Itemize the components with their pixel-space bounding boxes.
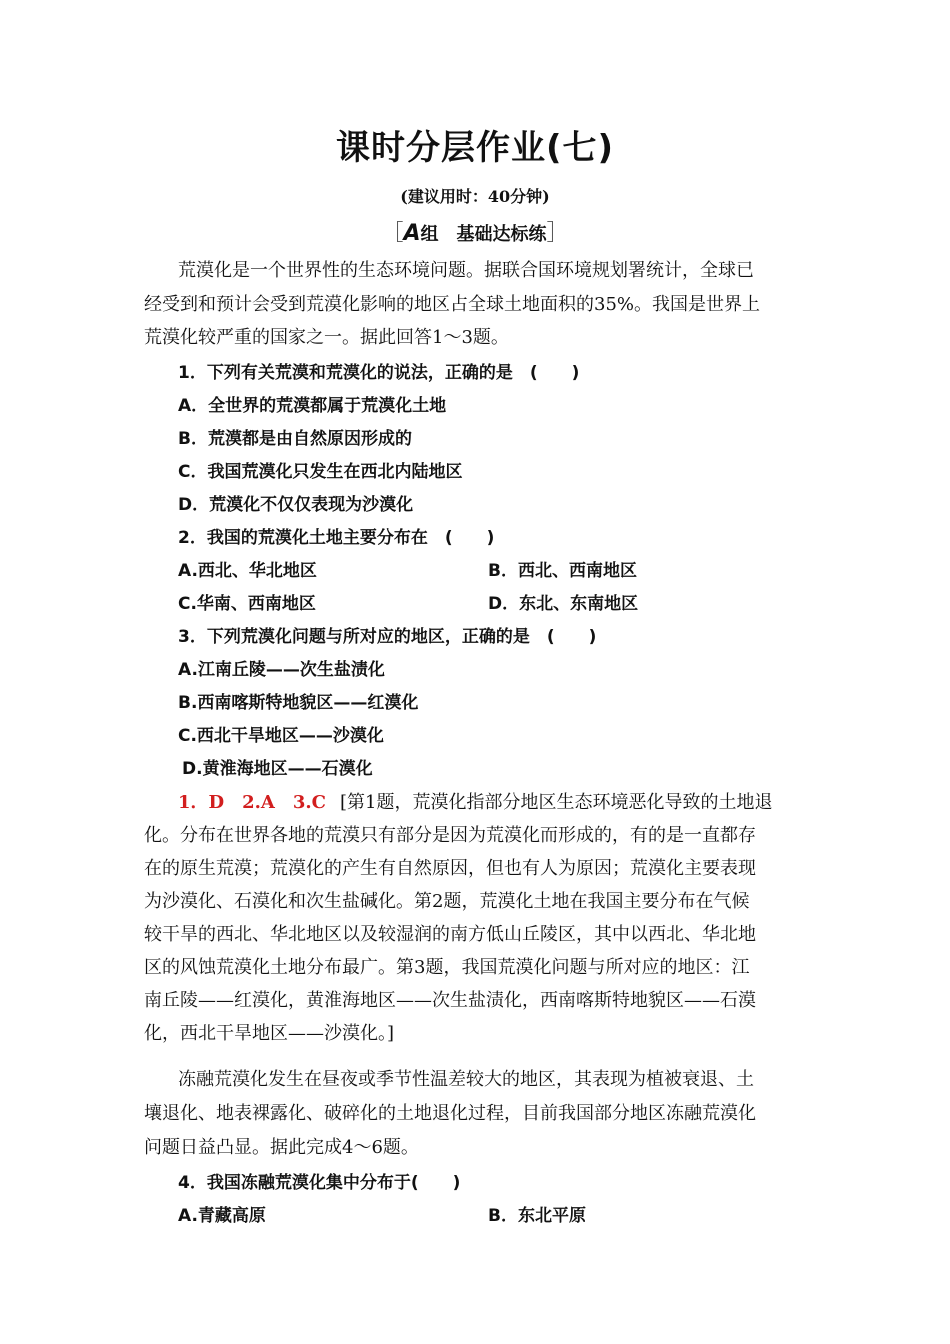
q2-option-b: B．西北、西南地区 bbox=[488, 561, 637, 581]
answer-line3: 在的原生荒漠；荒漠化的产生有自然原因，但也有人为原因；荒漠化主要表现 bbox=[144, 858, 756, 879]
q3-option-c: C.西北干旱地区——沙漠化 bbox=[178, 726, 384, 746]
answer-line7: 南丘陵——红漠化，黄淮海地区——次生盐渍化，西南喀斯特地貌区——石漠 bbox=[144, 990, 756, 1011]
group-label: 组 基础达标练 bbox=[420, 224, 547, 245]
answer-key: 1．D 2.A 3.C bbox=[178, 792, 327, 813]
passage2-line3: 问题日益凸显。据此完成4～6题。 bbox=[144, 1137, 419, 1158]
q4-option-b: B．东北平原 bbox=[488, 1206, 586, 1226]
answer-line8: 化，西北干旱地区——沙漠化。] bbox=[144, 1023, 395, 1044]
q3-option-d: D.黄淮海地区——石漠化 bbox=[182, 759, 373, 779]
group-bracket-right: ］ bbox=[546, 221, 569, 246]
group-bracket-left: ［ bbox=[381, 221, 404, 246]
passage1-line3: 荒漠化较严重的国家之一。据此回答1～3题。 bbox=[144, 327, 509, 348]
q1-option-a: A．全世界的荒漠都属于荒漠化土地 bbox=[178, 396, 447, 416]
q1-option-b: B．荒漠都是由自然原因形成的 bbox=[178, 429, 412, 449]
q2-option-d: D．东北、东南地区 bbox=[488, 594, 639, 614]
q2-option-c: C.华南、西南地区 bbox=[178, 594, 316, 614]
suggested-time: (建议用时：40分钟) bbox=[400, 187, 550, 206]
answer-line5: 较干旱的西北、华北地区以及较湿润的南方低山丘陵区，其中以西北、华北地 bbox=[144, 924, 756, 945]
q2-option-a: A.西北、华北地区 bbox=[178, 561, 317, 581]
q4-option-a: A.青藏高原 bbox=[178, 1206, 266, 1226]
passage1-line1: 荒漠化是一个世界性的生态环境问题。据联合国环境规划署统计，全球已 bbox=[178, 260, 754, 281]
answer-line6: 区的风蚀荒漠化土地分布最广。第3题，我国荒漠化问题与所对应的地区：江 bbox=[144, 957, 750, 978]
q3-stem: 3．下列荒漠化问题与所对应的地区，正确的是 ( ) bbox=[178, 627, 597, 647]
q4-stem: 4．我国冻融荒漠化集中分布于( ) bbox=[178, 1173, 461, 1193]
q1-option-c: C．我国荒漠化只发生在西北内陆地区 bbox=[178, 462, 463, 482]
answer-text-line1: [第1题，荒漠化指部分地区生态环境恶化导致的土地退 bbox=[340, 792, 773, 813]
answer-line2: 化。分布在世界各地的荒漠只有部分是因为荒漠化而形成的，有的是一直都存 bbox=[144, 825, 756, 846]
passage1-line2: 经受到和预计会受到荒漠化影响的地区占全球土地面积的35%。我国是世界上 bbox=[144, 294, 761, 315]
passage2-line2: 壤退化、地表裸露化、破碎化的土地退化过程，目前我国部分地区冻融荒漠化 bbox=[144, 1103, 756, 1124]
group-letter: A bbox=[403, 221, 421, 246]
q3-option-a: A.江南丘陵——次生盐渍化 bbox=[178, 660, 385, 680]
passage2-line1: 冻融荒漠化发生在昼夜或季节性温差较大的地区，其表现为植被衰退、土 bbox=[178, 1069, 754, 1090]
page-title: 课时分层作业(七) bbox=[335, 128, 615, 168]
group-heading bbox=[0, 216, 950, 247]
q3-option-b: B.西南喀斯特地貌区——红漠化 bbox=[178, 693, 419, 713]
q1-option-d: D．荒漠化不仅仅表现为沙漠化 bbox=[178, 495, 414, 515]
answer-line1 bbox=[178, 788, 773, 814]
answer-line4: 为沙漠化、石漠化和次生盐碱化。第2题，荒漠化土地在我国主要分布在气候 bbox=[144, 891, 750, 912]
q1-stem: 1．下列有关荒漠和荒漠化的说法，正确的是 ( ) bbox=[178, 363, 580, 383]
q2-stem: 2．我国的荒漠化土地主要分布在 ( ) bbox=[178, 528, 495, 548]
